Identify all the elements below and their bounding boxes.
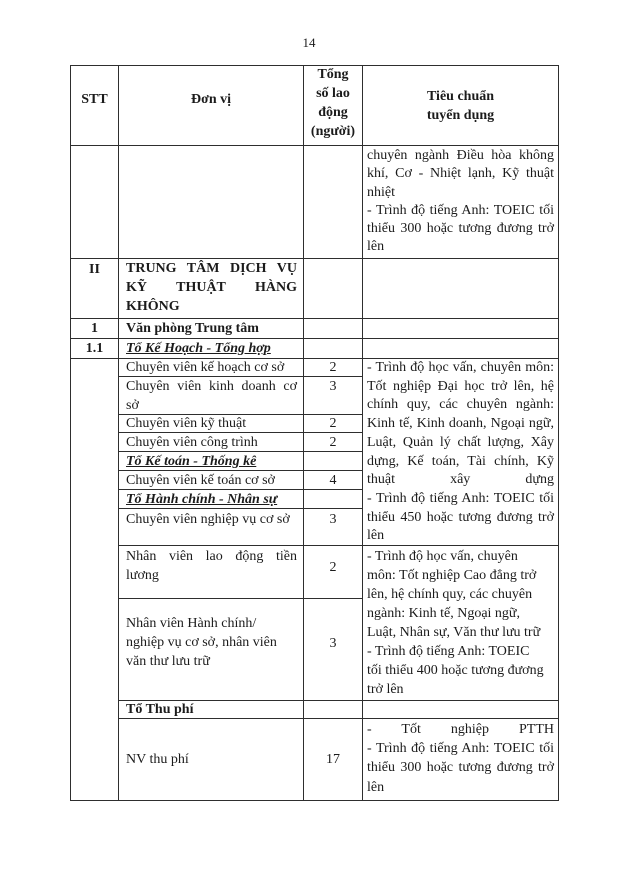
unit-cell [118,470,304,490]
criteria-line: Luật, Quản lý chất lượng, Xây [367,434,554,450]
criteria-line: - Tốt nghiệp PTTH [367,722,554,737]
count-cell: 3 [303,508,363,546]
criteria-block [362,545,559,701]
center-name [118,258,304,319]
unit-line: Chuyên viên kinh doanh cơ [126,378,297,394]
header-criteria-line: tuyển dụng [426,107,495,123]
count-cell [303,451,363,471]
count-cell [303,700,363,719]
criteria-line: trở lên [367,682,404,697]
unit-line: NV thu phí [126,752,189,767]
criteria-block [362,358,559,546]
continued-stt-cell [70,145,119,259]
criteria-line: thiểu 450 hoặc tương đương trở [367,509,554,525]
unit-line: nghiệp vụ cơ sở, nhân viên [126,635,277,650]
count-cell [303,489,363,509]
unit-cell [118,432,304,452]
unit-cell [118,508,304,546]
header-total-line: (người) [310,123,356,139]
count-cell: 17 [303,718,363,801]
unit-line: Chuyên viên kế hoạch cơ sở [126,360,285,375]
unit-line: Chuyên viên kỹ thuật [126,416,247,431]
group-heading-cell [118,489,304,509]
count-cell: 2 [303,432,363,452]
count-cell: 3 [303,376,363,415]
criteria-block [362,718,559,801]
center-name-line: KHÔNG [126,299,180,314]
criteria-line: môn: Tốt nghiệp Cao đẳng trở [367,568,537,583]
count-cell: 2 [303,358,363,377]
count-cell: 3 [303,598,363,701]
header-total-line: số lao [316,85,350,101]
unit-cell [118,718,304,801]
criteria-line: thuật xây dựng [367,472,554,488]
count-cell: 2 [303,545,363,599]
unit-cell [118,414,304,433]
criteria-line: nhiệt [367,184,395,200]
criteria-line: - Trình độ tiếng Anh: TOEIC tối [367,741,554,757]
criteria-line: Kinh tế, Kinh doanh, Ngoại ngữ, [367,416,554,432]
header-criteria-line: Tiêu chuẩn [426,88,495,104]
continued-unit-cell [118,145,304,259]
unit-cell [118,376,304,415]
header-criteria [362,65,559,146]
criteria-line: lên [367,528,385,544]
group-heading: Tổ Kế toán - Thống kê [126,453,257,469]
criteria-line: - Trình độ tiếng Anh: TOEIC tối [367,202,554,218]
criteria-line: thiểu 300 hoặc tương đương trở [367,760,554,776]
center-stt: II [70,258,119,319]
header-stt: STT [70,65,119,146]
group-heading: Tổ Hành chính - Nhân sự [126,491,278,507]
criteria-line: tối thiểu 400 hoặc tương đương [367,663,544,678]
unit-line: lương [126,568,159,583]
team-plan-stt: 1.1 [70,338,119,359]
criteria-line: - Trình độ học vấn, chuyên [367,549,518,564]
group-heading: Tổ Thu phí [126,702,194,717]
count-cell: 2 [303,414,363,433]
header-total-line: động [318,104,348,120]
criteria-line: lên [367,239,385,255]
criteria-line: khí, Cơ - Nhiệt lạnh, Kỹ thuật [367,166,554,182]
criteria-line: dựng, Kế toán, Tài chính, Kỹ [367,453,554,469]
header-unit: Đơn vị [118,65,304,146]
criteria-line: Tốt nghiệp Đại học trở lên, hệ [367,378,554,394]
criteria-line: Luật, Nhân sự, Văn thư lưu trữ [367,625,541,640]
criteria-line: ngành: Kinh tế, Ngoại ngữ, [367,606,521,621]
office-criteria-cell [362,318,559,339]
center-name-line: KỸ THUẬT HÀNG [126,280,297,295]
office-name: Văn phòng Trung tâm [118,318,304,339]
continued-total-cell [303,145,363,259]
count-cell: 4 [303,470,363,490]
unit-line: Nhân viên lao động tiền [126,549,297,564]
unit-line: sở [126,397,139,413]
header-total [303,65,363,146]
criteria-empty-cell [362,700,559,719]
team-plan-criteria-cell [362,338,559,359]
criteria-line: chính quy, các chuyên ngành: [367,397,554,413]
criteria-line: thiểu 300 hoặc tương đương trở [367,221,554,237]
unit-line: văn thư lưu trữ [126,654,210,669]
unit-line: Chuyên viên kế toán cơ sở [126,472,275,488]
center-name-line: TRUNG TÂM DỊCH VỤ [126,261,297,276]
group-heading-cell [118,451,304,471]
criteria-line: - Trình độ tiếng Anh: TOEIC [367,644,530,659]
unit-line: Nhân viên Hành chính/ [126,616,257,631]
center-criteria-cell [362,258,559,319]
office-stt: 1 [70,318,119,339]
team-plan-name-text: Tổ Kế Hoạch - Tổng hợp [126,341,271,356]
team-plan-total-cell [303,338,363,359]
criteria-line: - Trình độ tiếng Anh: TOEIC tối [367,490,554,506]
unit-cell [118,545,304,599]
continued-criteria [362,145,559,259]
unit-line: Chuyên viên công trình [126,434,258,450]
page-number: 14 [302,35,316,50]
unit-cell [118,358,304,377]
center-total-cell [303,258,363,319]
office-total-cell [303,318,363,339]
unit-cell [118,598,304,701]
criteria-line: lên [367,779,385,795]
group-heading-cell [118,700,304,719]
criteria-line: - Trình độ học vấn, chuyên môn: [367,360,554,375]
criteria-line: chuyên ngành Điều hòa không [367,148,554,163]
stt-merged-cell [70,358,119,801]
unit-line: Chuyên viên nghiệp vụ cơ sở [126,512,290,527]
header-total-line: Tổng [317,66,349,82]
criteria-line: lên, hệ chính quy, các chuyên [367,587,533,602]
team-plan-name [118,338,304,359]
